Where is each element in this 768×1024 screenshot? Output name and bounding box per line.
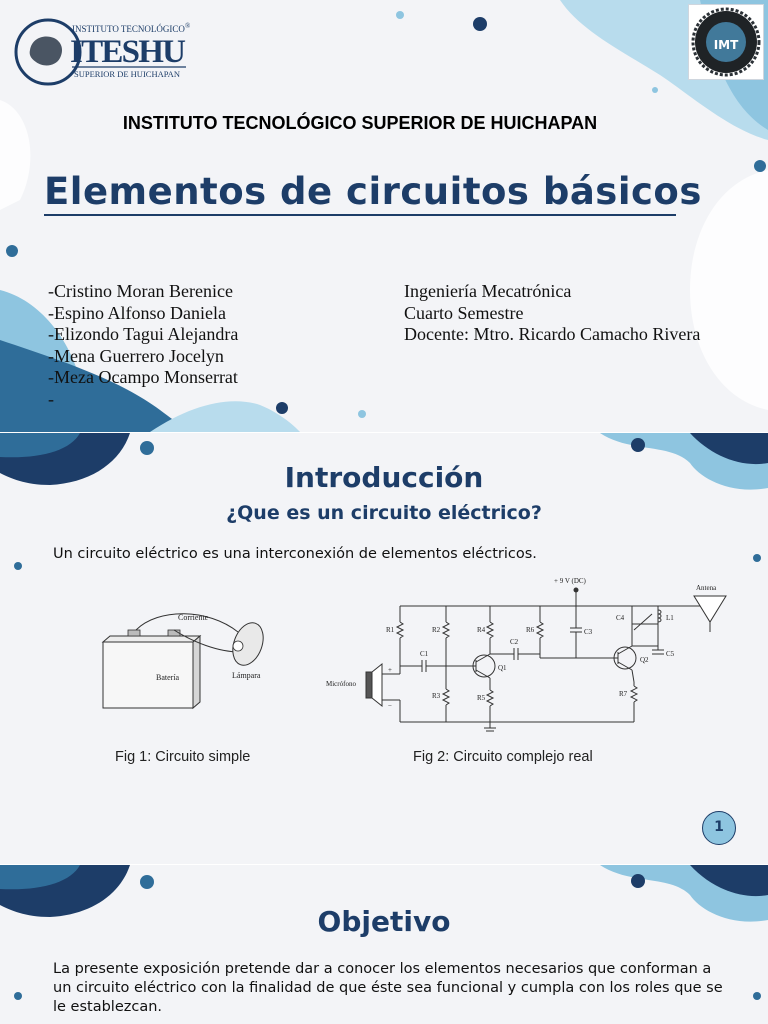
title-underline	[44, 214, 676, 216]
objective-paragraph: La presente exposición pretende dar a conocer los elementos necesarios que conforman a un circuito eléctrico con la finalidad de que éste sea funcional y cumpla con los roles que se le establezcan.	[53, 961, 723, 1015]
r7-label: R7	[619, 690, 628, 698]
author-item: -Elizondo Tagui Alejandra	[48, 324, 239, 344]
battery-label: Batería	[156, 673, 180, 682]
logo-bottom-text: SUPERIOR DE HUICHAPAN	[74, 69, 180, 79]
author-list	[48, 281, 238, 410]
r5-label: R5	[477, 694, 486, 702]
author-item: -	[48, 388, 54, 409]
simple-circuit-figure	[98, 608, 278, 720]
career-label: Ingeniería Mecatrónica	[404, 281, 572, 301]
r1-label: R1	[386, 626, 395, 634]
presentation-title: Elementos de circuitos básicos	[44, 170, 702, 213]
l1-label: L1	[666, 614, 674, 622]
logo-top-text: INSTITUTO TECNOLÓGICO	[72, 24, 185, 34]
complex-circuit-figure	[322, 574, 734, 734]
logo-registered-mark: ®	[185, 22, 191, 30]
course-info	[404, 281, 724, 346]
imt-logo-text: IMT	[713, 38, 739, 52]
title-slide	[0, 0, 768, 432]
semester-label: Cuarto Semestre	[404, 302, 524, 323]
author-item: -Meza Ocampo Monserrat	[48, 367, 238, 387]
logo-name: ITESHU	[70, 34, 186, 70]
q2-label: Q2	[640, 656, 649, 664]
supply-label: + 9 V (DC)	[554, 577, 586, 585]
minus-label: −	[388, 702, 392, 710]
author-item: -Cristino Moran Berenice	[48, 281, 233, 301]
page-number-badge: 1	[702, 811, 736, 845]
r6-label: R6	[526, 626, 535, 634]
c5-label: C5	[666, 650, 675, 658]
c2-label: C2	[510, 638, 519, 646]
c1-label: C1	[420, 650, 429, 658]
r2-label: R2	[432, 626, 441, 634]
institution-name: INSTITUTO TECNOLÓGICO SUPERIOR DE HUICHAPAN	[122, 113, 598, 133]
r4-label: R4	[477, 626, 486, 634]
objective-heading: Objetivo	[317, 905, 451, 938]
lamp-label: Lámpara	[232, 671, 261, 680]
c4-label: C4	[616, 614, 625, 622]
iteshu-logo	[14, 16, 194, 86]
q1-label: Q1	[498, 664, 507, 672]
plus-label: +	[388, 666, 392, 674]
figure-2-caption: Fig 2: Circuito complejo real	[413, 749, 593, 765]
teacher-label: Docente: Mtro. Ricardo Camacho Rivera	[404, 324, 701, 344]
antenna-label: Antena	[696, 584, 717, 592]
author-item: -Espino Alfonso Daniela	[48, 302, 226, 323]
intro-heading: Introducción	[284, 461, 484, 494]
intro-subheading: ¿Que es un circuito eléctrico?	[226, 502, 542, 524]
imt-logo	[688, 4, 764, 80]
c3-label: C3	[584, 628, 593, 636]
author-item: -Mena Guerrero Jocelyn	[48, 345, 224, 366]
current-label: Corriente	[178, 613, 209, 622]
microphone-label: Micrófono	[326, 680, 356, 688]
figure-1-caption: Fig 1: Circuito simple	[115, 749, 251, 765]
r3-label: R3	[432, 692, 441, 700]
intro-paragraph: Un circuito eléctrico es una interconexión de elementos eléctricos.	[53, 546, 537, 562]
